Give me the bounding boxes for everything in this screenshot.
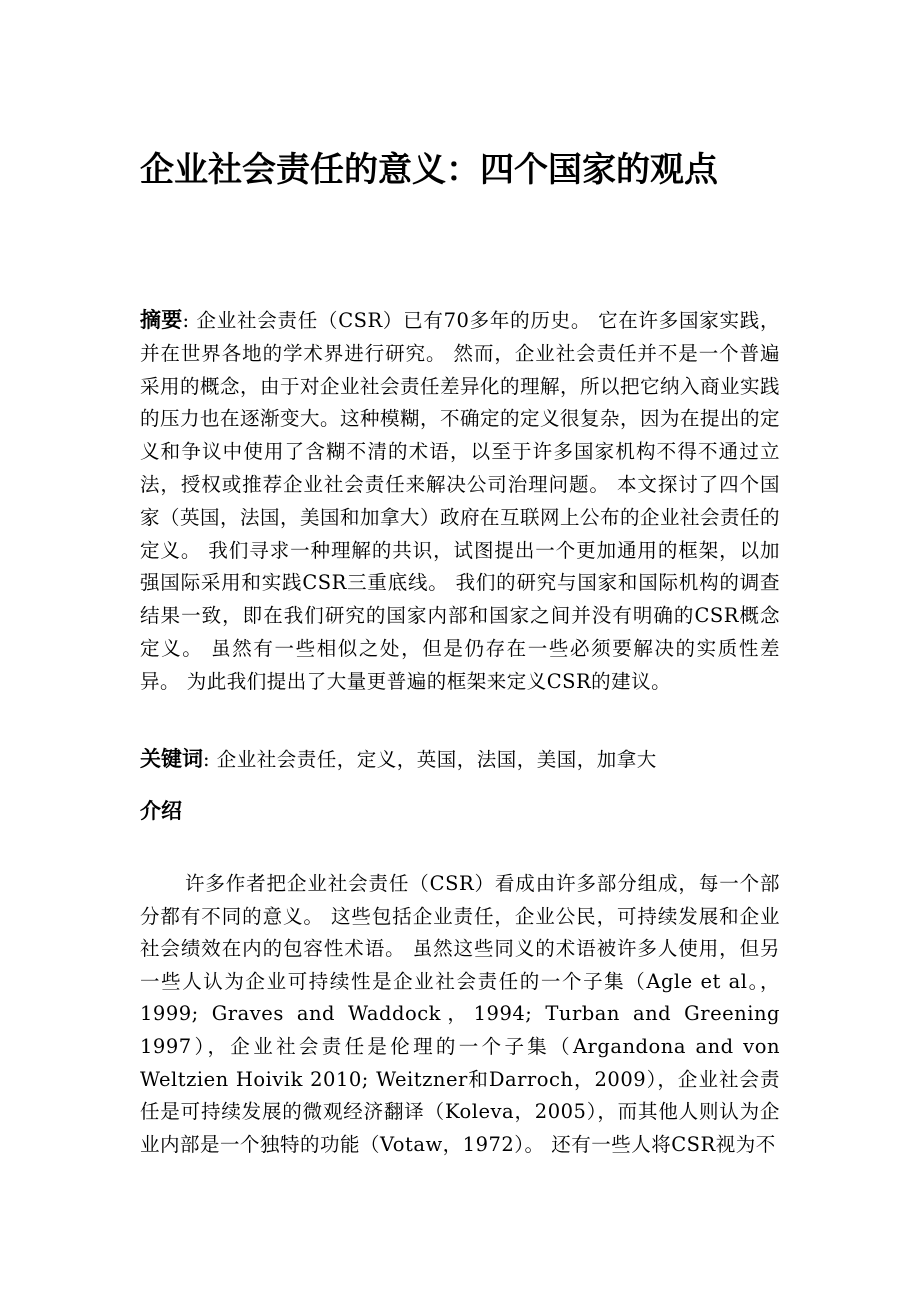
paper-title: 企业社会责任的意义：四个国家的观点 <box>140 150 718 190</box>
keywords-label: 关键词 <box>140 747 203 771</box>
keywords-text: 企业社会责任，定义，英国，法国，美国，加拿大 <box>216 748 657 771</box>
keywords-separator: : <box>203 748 211 771</box>
section-heading-introduction: 介绍 <box>140 799 182 823</box>
abstract-separator: : <box>182 309 190 332</box>
keywords-line <box>140 742 780 777</box>
abstract-label: 摘要 <box>140 308 183 332</box>
introduction-paragraph: 许多作者把企业社会责任（CSR）看成由许多部分组成，每一个部分都有不同的意义。 这些包括企业责任，企业公民，可持续发展和企业社会绩效在内的包容性术语。 虽然这些同义的术语被许多人使用，但另一些人认为企业可持续性是企业社会责任的一个子集（Agle et al。，1999; Graves and Waddock，1994; Turban and Greening 1997），企业社会责任是伦理的一个子集（Argandona and von Weltzien Hoivik 2010; Weitzner和Darroch，2009），企业社会责任是可持续发展的微观经济翻译（Koleva，2005），而其他人则认为企业内部是一个独特的功能（Votaw，1972）。 还有一些人将CSR视为不 <box>140 872 780 1156</box>
abstract-text: 企业社会责任（CSR）已有70多年的历史。 它在许多国家实践，并在世界各地的学术界进行研究。 然而，企业社会责任并不是一个普遍采用的概念，由于对企业社会责任差异化的理解，所以把它纳入商业实践的压力也在逐渐变大。这种模糊，不确定的定义很复杂，因为在提出的定义和争议中使用了含糊不清的术语，以至于许多国家机构不得不通过立法，授权或推荐企业社会责任来解决公司治理问题。 本文探讨了四个国家（英国，法国，美国和加拿大）政府在互联网上公布的企业社会责任的定义。 我们寻求一种理解的共识，试图提出一个更加通用的框架，以加强国际采用和实践CSR三重底线。 我们的研究与国家和国际机构的调查结果一致，即在我们研究的国家内部和国家之间并没有明确的CSR概念定义。 虽然有一些相似之处，但是仍存在一些必须要解决的实质性差异。 为此我们提出了大量更普遍的框架来定义CSR的建议。 <box>140 309 781 693</box>
abstract-paragraph <box>140 304 780 699</box>
